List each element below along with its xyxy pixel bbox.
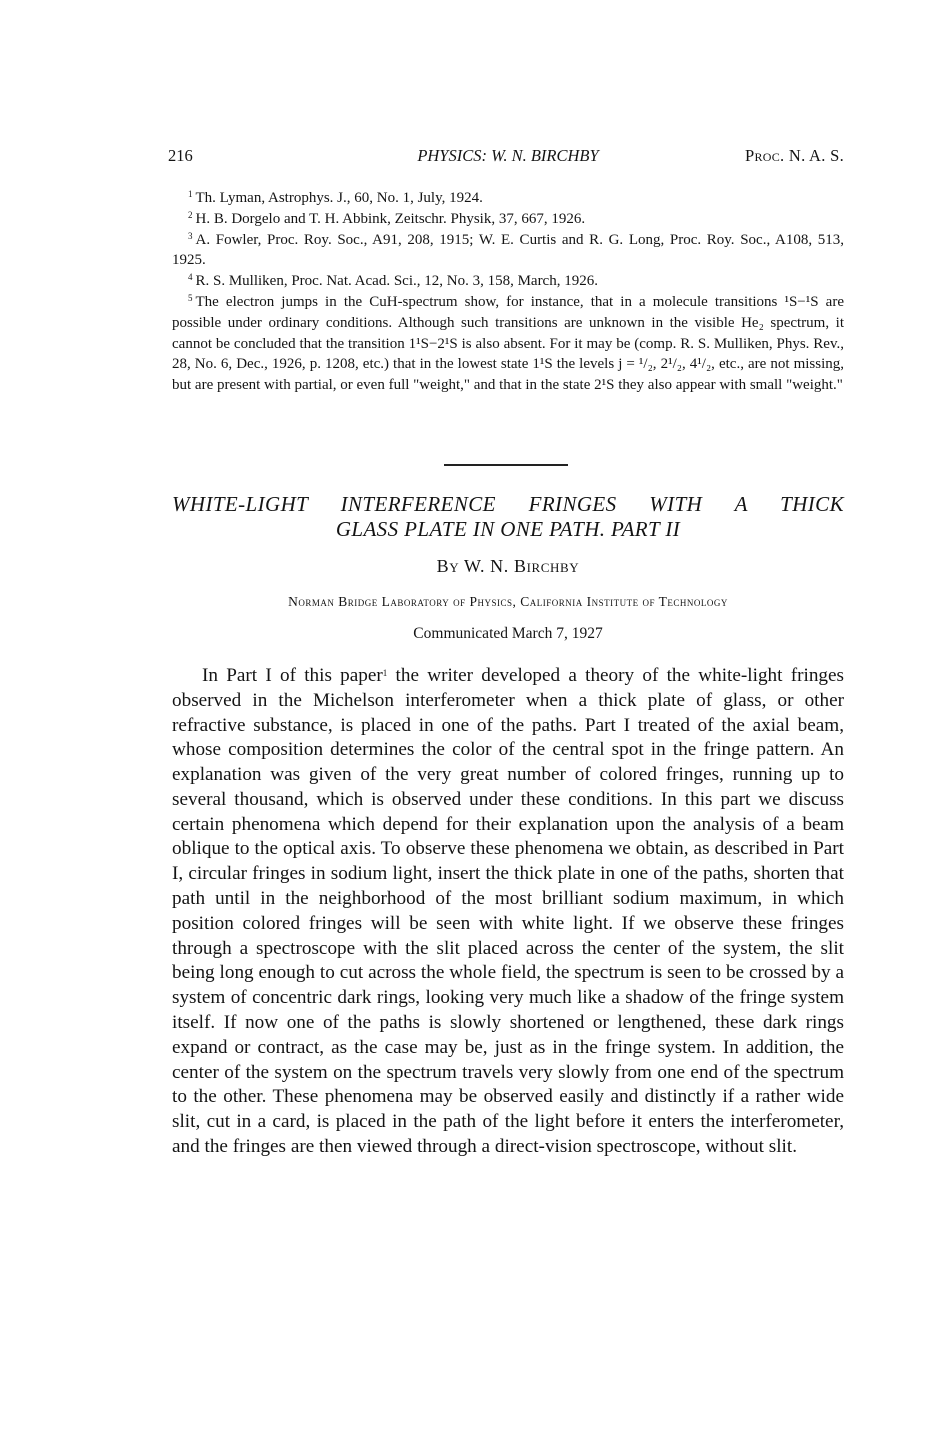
article-affiliation: Norman Bridge Laboratory of Physics, California Institute of Technology [288,594,728,609]
footnote [172,209,844,230]
footnote-number: 4 [188,272,193,283]
footnote [172,292,844,396]
body-paragraph [172,664,844,1160]
article-title-line: GLASS PLATE IN ONE PATH. PART II [335,516,681,541]
footnote-text: H. B. Dorgelo and T. H. Abbink, Zeitschr. Physik, 37, 667, 1926. [195,210,586,227]
article-title-line: WHITE-LIGHT INTERFERENCE FRINGES WITH A THICK [172,492,844,516]
footnote [172,230,844,272]
reference-marker: 1 [382,668,388,678]
footnote-number: 1 [188,189,193,199]
article-title [172,492,844,541]
running-title: PHYSICS: W. N. BIRCHBY [417,146,599,165]
footnotes [172,188,844,396]
body-text: In Part I of this paper [202,665,383,686]
footnote-number: 5 [188,292,193,303]
footnote [172,271,844,292]
body-text: the writer developed a theory of the white-light fringes observed in the Michelson interferometer when a thick plate of glass, or other refractive substance, is placed in one of the paths. Part I treated of the axial beam, whose composition determines the color of the central spot in the fringe pattern. An explanation was given of the very great number of colored fringes, running up to several thousand, which is observed under these conditions. In this part we discuss certain phenomena which depend for their explanation upon the analysis of a beam oblique to the optical axis. To observe these phenomena we obtain, as described in Part I, circular fringes in sodium light, insert the thick plate in one of the paths, shorten that path until in the neighborhood of the most brilliant sodium maximum, in which position colored fringes will be seen with white light. If we observe these fringes through a spectroscope with the slit placed across the center of the system, the slit being long enough to cut across the whole field, the spectrum is seen to be crossed by a system of concentric dark rings, looking very much like a shadow of the fringe system itself. If now one of the paths is slowly shortened or lengthened, these dark rings expand or contract, as the case may be, just as in the fringe system. In addition, the center of the system on the spectrum travels very slowly from one end of the spectrum to the other. These phenomena may be observed easily and distinctly if a rather wide slit, cut in a card, is placed in the path of the light before it enters the interferometer, and the fringes are then viewed through a direct-vision spectroscope, without slit. [172,665,844,1157]
footnote-text: Th. Lyman, Astrophys. J., 60, No. 1, July, 1924. [195,190,483,206]
footnote [172,188,844,209]
footnote-number: 2 [188,209,193,220]
communicated-date: Communicated March 7, 1927 [413,625,603,642]
article-author: By W. N. Birchby [436,556,580,576]
section-divider [444,464,568,466]
running-head [168,146,844,170]
footnote-number: 3 [188,230,193,241]
journal-name: Proc. N. A. S. [744,146,844,165]
footnote-text: The electron jumps in the CuH-spectrum show, for instance, that in a molecule transitions ¹S−¹S are possible under ordinary conditions. Although such transitions are unknown in the visible He₂ spectrum, it cannot be concluded that the transition 1¹S−2¹S is also absent. For it may be (comp. R. S. Mulliken, Phys. Rev., 28, No. 6, Dec., 1926, p. 1208, etc.) that in the lowest state 1¹S the levels j = ¹/₂, 2¹/₂, 4¹/₂, etc., are not missing, but are present with partial, or even full "weight," and that in the state 2¹S they also appear with small "weight." [172,293,844,394]
page-number: 216 [168,146,193,165]
footnote-text: R. S. Mulliken, Proc. Nat. Acad. Sci., 12, No. 3, 158, March, 1926. [195,273,598,290]
article-body [172,664,844,1160]
footnote-text: A. Fowler, Proc. Roy. Soc., A91, 208, 1915; W. E. Curtis and R. G. Long, Proc. Roy. Soc., A108, 513, 1925. [172,231,844,269]
